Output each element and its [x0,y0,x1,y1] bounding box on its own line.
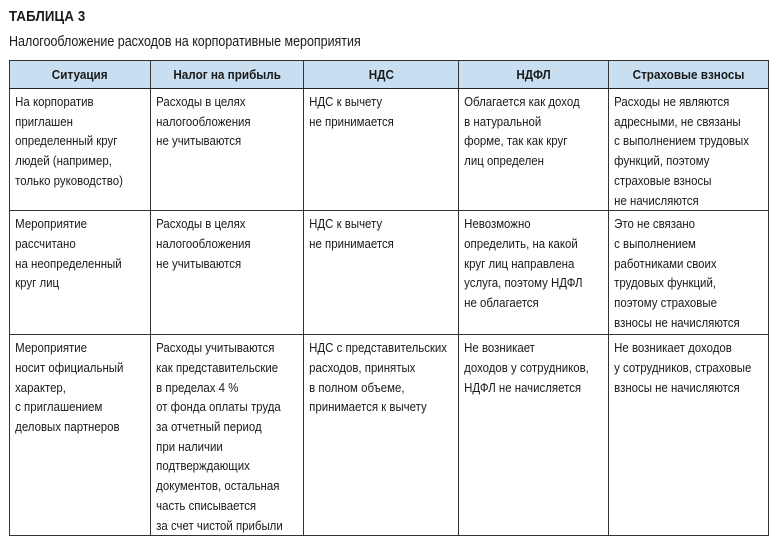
table-cell: Не возникает доходов у сотрудников, НДФЛ не начисляется [459,335,609,536]
header-situation: Ситуация [10,61,151,89]
table-cell: Расходы в целях налогообложения не учитываются [151,211,304,335]
table-cell: НДС к вычету не принимается [304,89,459,211]
header-personal-income-tax: НДФЛ [459,61,609,89]
table-cell: Расходы учитываются как представительские в пределах 4 % от фонда оплаты труда за отчетный период при наличии подтверждающих документов, остальная часть списывается за счет чистой прибыли [151,335,304,536]
table-row [10,211,769,335]
tax-table [9,60,769,536]
header-insurance-contributions: Страховые взносы [609,61,769,89]
table-cell: Не возникает доходов у сотрудников, страховые взносы не начисляются [609,335,769,536]
header-profit-tax: Налог на прибыль [151,61,304,89]
table-cell: Облагается как доход в натуральной форме, так как круг лиц определен [459,89,609,211]
table-cell: Это не связано с выполнением работниками своих трудовых функций, поэтому страховые взносы не начисляются [609,211,769,335]
table-cell: Расходы не являются адресными, не связаны с выполнением трудовых функций, поэтому страховые взносы не начисляются [609,89,769,211]
table-title: ТАБЛИЦА 3 [9,8,86,25]
table-subtitle: Налогообложение расходов на корпоративные мероприятия [9,34,361,50]
table-cell: На корпоратив приглашен определенный круг людей (например, только руководство) [10,89,151,211]
table-row [10,89,769,211]
table-cell: Невозможно определить, на какой круг лиц направлена услуга, поэтому НДФЛ не облагается [459,211,609,335]
table-row [10,335,769,536]
table-header-row [10,61,769,89]
table-cell: НДС с представительских расходов, принятых в полном объеме, принимается к вычету [304,335,459,536]
table-cell: НДС к вычету не принимается [304,211,459,335]
header-vat: НДС [304,61,459,89]
table-cell: Мероприятие носит официальный характер, с приглашением деловых партнеров [10,335,151,536]
table-cell: Мероприятие рассчитано на неопределенный круг лиц [10,211,151,335]
table-cell: Расходы в целях налогообложения не учитываются [151,89,304,211]
